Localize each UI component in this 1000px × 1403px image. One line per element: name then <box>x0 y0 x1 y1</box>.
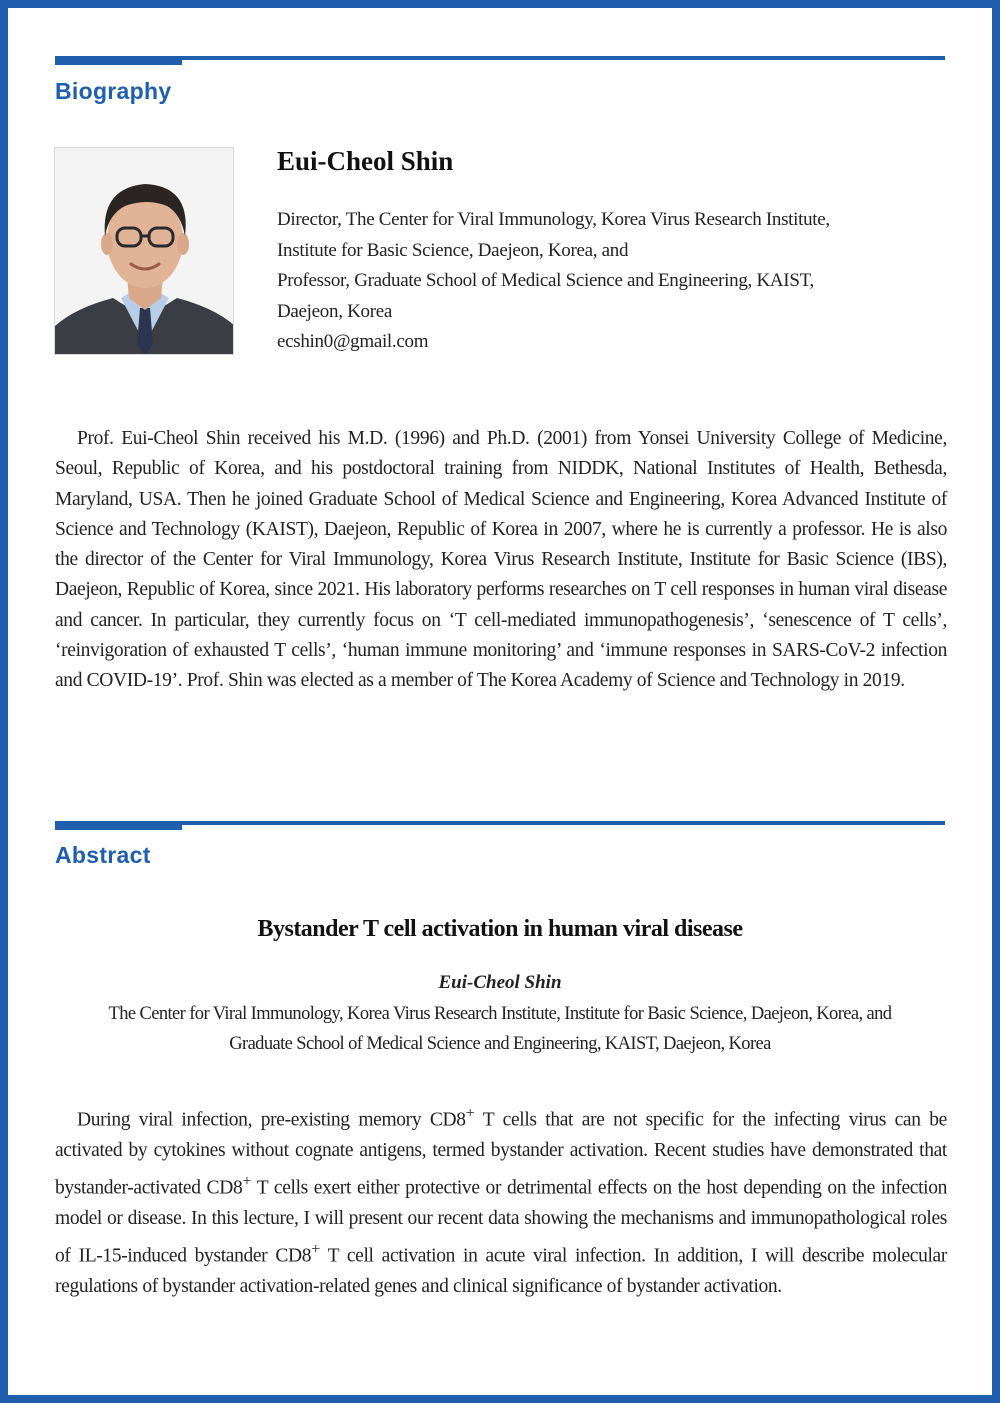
biography-rule <box>55 56 945 68</box>
portrait-image <box>55 148 234 355</box>
abstract-text: During viral infection, pre-existing memory CD8 <box>77 1109 466 1131</box>
superscript-plus: + <box>242 1172 252 1191</box>
abstract-text: T cell activation in acute viral infection. In addition, I will describe molecular regulations of bystander activation-related genes and clinical significance of bystander activation. <box>55 1245 947 1297</box>
biography-paragraph: Prof. Eui-Cheol Shin received his M.D. (1996) and Ph.D. (2001) from Yonsei University College of Medicine, Seoul, Republic of Korea, and his postdoctoral training from NIDDK, National Institutes of Health, Bethesda, Maryland, USA. Then he joined Graduate School of Medical Science and Engineering, Korea Advanced Institute of Science and Technology (KAIST), Daejeon, Republic of Korea in 2007, where he is currently a professor. He is also the director of the Center for Viral Immunology, Korea Virus Research Institute, Institute for Basic Science (IBS), Daejeon, Republic of Korea, since 2021. His laboratory performs researches on T cell responses in human viral disease and cancer. In particular, they currently focus on ‘T cell-mediated immunopathogenesis’, ‘senescence of T cells’, ‘reinvigoration of exhausted T cells’, ‘human immune monitoring’ and ‘immune responses in SARS-CoV-2 infection and COVID-19’. Prof. Shin was elected as a member of The Korea Academy of Science and Technology in 2019. <box>55 428 947 692</box>
superscript-plus: + <box>465 1104 475 1122</box>
abstract-text: T cells that are not specific for the infecting virus can be activated by cytokines without cognate antigens, termed bystander activation. Recent studies have demonstrated that bystander-activated CD8 <box>55 1109 947 1199</box>
affiliation-line: Director, The Center for Viral Immunology, Korea Virus Research Institute, <box>277 209 830 230</box>
speaker-name: Eui-Cheol Shin <box>277 146 454 176</box>
superscript-plus: + <box>311 1240 320 1259</box>
speaker-photo <box>54 147 234 355</box>
abstract-text: T cells exert either protective or detrimental effects on the host depending on the infection model or disease. In this lecture, I will present our recent data showing the mechanisms and immunopathological roles of IL-15-induced bystander CD8 <box>55 1177 948 1267</box>
biography-rule-line <box>55 56 945 60</box>
abstract-rule-line <box>55 821 945 825</box>
abstract-author: Eui-Cheol Shin <box>438 972 562 993</box>
abstract-title: Bystander T cell activation in human viral disease <box>257 916 743 942</box>
abstract-affiliation-line: The Center for Viral Immunology, Korea Virus Research Institute, Institute for Basic Science, Daejeon, Korea, and <box>108 1004 892 1024</box>
abstract-affiliation <box>48 999 952 1059</box>
speaker-email[interactable]: ecshin0@gmail.com <box>277 331 429 352</box>
abstract-rule <box>55 821 945 833</box>
speaker-affiliation <box>277 205 937 358</box>
biography-rule-accent <box>55 56 182 65</box>
abstract-rule-accent <box>55 821 182 830</box>
biography-heading: Biography <box>55 78 172 104</box>
affiliation-line: Institute for Basic Science, Daejeon, Korea, and <box>277 239 629 261</box>
affiliation-line: Daejeon, Korea <box>277 300 393 322</box>
abstract-body <box>55 1098 947 1302</box>
abstract-heading: Abstract <box>55 842 151 868</box>
affiliation-line: Professor, Graduate School of Medical Science and Engineering, KAIST, <box>277 270 814 291</box>
abstract-affiliation-line: Graduate School of Medical Science and Engineering, KAIST, Daejeon, Korea <box>229 1034 771 1054</box>
